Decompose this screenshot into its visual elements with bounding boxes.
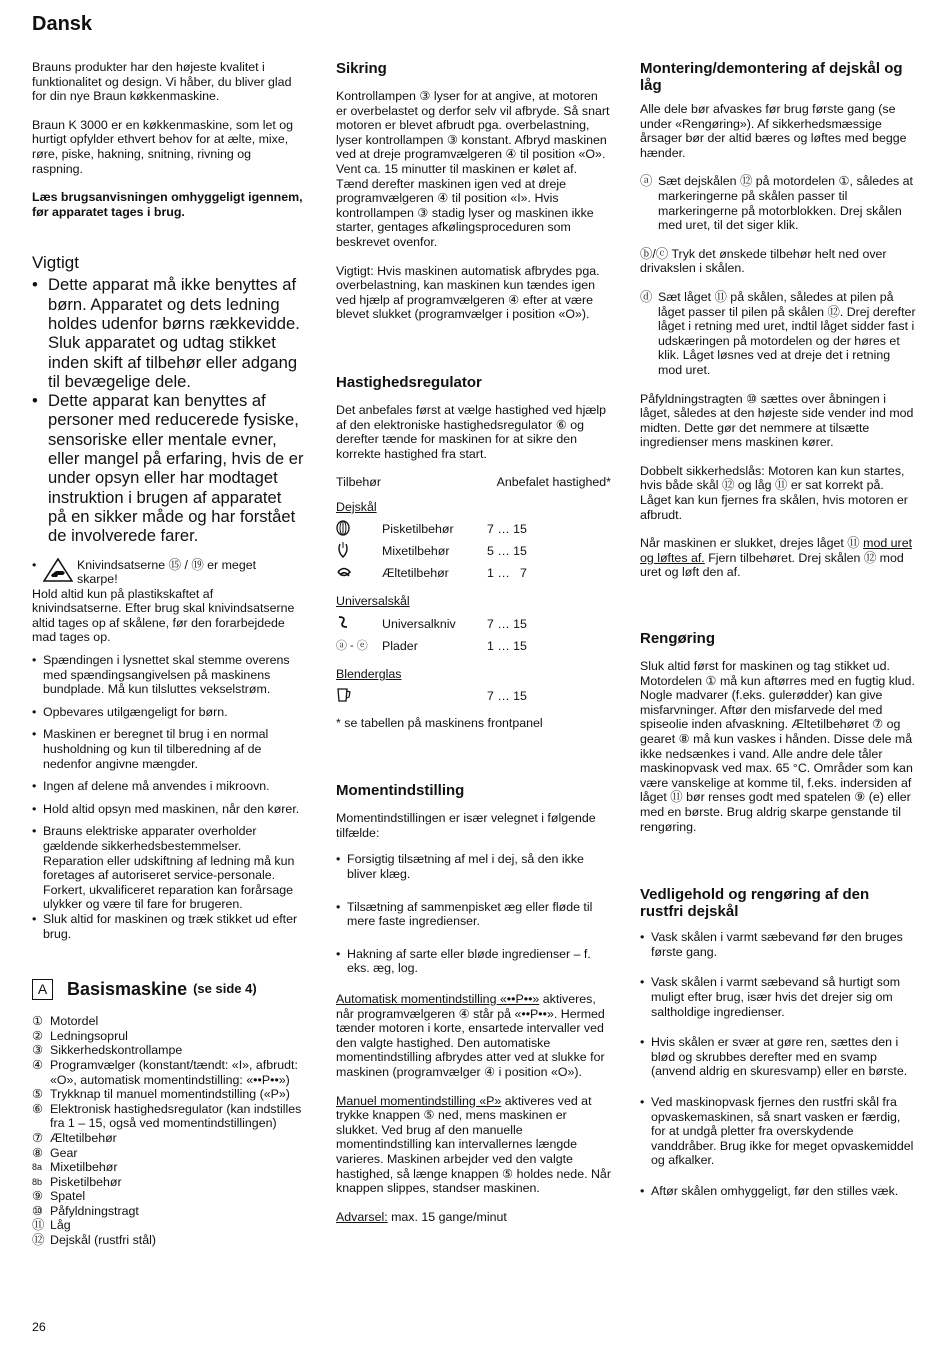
- safety-item: • Sluk altid for maskinen og træk stikket ud efter brug.: [32, 912, 304, 941]
- montering-paragraph-1: Alle dele bør afvaskes før brug første gang (se under «Rengøring»). Af sikkerhedsmæssige årsager bør der altid bæres og løftes med begge hænder.: [640, 102, 907, 160]
- part-text: Mixetilbehør: [50, 1160, 118, 1175]
- part-item: [32, 1218, 304, 1233]
- auto-moment-label: Automatisk momentindstilling «••P••»: [336, 992, 540, 1006]
- speed-table-col-accessory: Tilbehør: [336, 475, 381, 490]
- blender-jug-icon: [336, 687, 352, 703]
- safety-item: • Brauns elektriske apparater overholder gældende sikkerhedsbestemmelser. Reparation eller udskiftning af ledning må kun foretages af autoriseret service-personale. Forkert, ukvalificeret reparation kan forårsage ulykker og være til fare for brugeren.: [32, 824, 304, 912]
- column-right: [640, 60, 916, 1206]
- intro-paragraph-2: Braun K 3000 er en køkkenmaskine, som let og hurtigt opfylder ethvert behov for at ælte, mixe, røre, piske, hakning, snitning, rivning og raspning.: [32, 117, 294, 176]
- part-number: 8b: [32, 1176, 43, 1187]
- warning-hand-icon: [43, 558, 73, 582]
- section-a-subtitle: (se side 4): [193, 981, 257, 997]
- speed-row-value: 1 … 7: [487, 566, 527, 581]
- safety-item: • Opbevares utilgængeligt for børn.: [32, 705, 304, 720]
- speed-group-universalskal: Universalskål: [336, 594, 410, 609]
- rengoring-heading: Rengøring: [640, 630, 715, 648]
- part-text: Elektronisk hastighedsregulator (kan indstilles fra 1 – 15, også ved momentindstillingen): [50, 1101, 302, 1131]
- montering-paragraph-3: Dobbelt sikkerhedslås: Motoren kan kun startes, hvis både skål ⑫ og låg ⑪ er sat korrekt på. Låget kan kun fjernes fra skålen, hvis motoren er afbrudt.: [640, 463, 908, 522]
- part-item: [32, 1058, 304, 1087]
- moment-list: [336, 852, 611, 976]
- knife-warning-line2: skarpe!: [77, 572, 118, 587]
- auto-moment-paragraph: [336, 992, 611, 1080]
- speed-row: [336, 562, 611, 584]
- warning-label: Advarsel:: [336, 1209, 388, 1224]
- safety-item: • Maskinen er beregnet til brug i en normal husholdning og kun til tilberedning af de nedenfor angivne mængder.: [32, 727, 304, 771]
- part-item: [32, 1233, 304, 1248]
- part-number: ⑫: [32, 1233, 45, 1248]
- montering-heading: Montering/demontering af dejskål og låg: [640, 60, 903, 94]
- speed-row-value: 5 … 15: [487, 544, 527, 559]
- part-text: Låg: [50, 1218, 71, 1233]
- section-a-title: Basismaskine: [67, 979, 188, 1000]
- step-label: ⓓ: [640, 289, 653, 304]
- manual-moment-text: aktiveres ved at trykke knappen ⑤ ned, mens maskinen er slukket. Ved brug af den manuelle momentindstilling kan intervallernes længde varieres. Maskinen arbejder ved den valgte hastighed, så længe knappen ⑤ holdes nede. Når knappen slippes, standser maskinen.: [336, 1093, 611, 1196]
- knife-warning-text: Hold altid kun på plastikskaftet af knivindsatserne. Efter brug skal knivindsatserne altid tages op af skålene, før den forarbejdede mad tages op.: [32, 586, 295, 645]
- speed-row-name: Pisketilbehør: [382, 522, 454, 537]
- speed-row-name: Æltetilbehør: [382, 566, 449, 581]
- moment-paragraph: Momentindstillingen er især velegnet i følgende tilfælde:: [336, 811, 596, 840]
- speed-row: [336, 613, 611, 635]
- part-number: ⑦: [32, 1130, 44, 1145]
- vedligehold-item: • Vask skålen i varmt sæbevand så hurtigt som muligt efter brug, især hvis det drejer sig om saltholdige ingredienser.: [640, 975, 916, 1019]
- knife-warning-line1: • Knivindsatserne ⑮ / ⑲ er meget: [77, 557, 257, 572]
- speed-table-header: [336, 475, 611, 490]
- moment-item: • Forsigtig tilsætning af mel i dej, så den ikke bliver klæg.: [336, 852, 611, 881]
- part-text: Programvælger (konstant/tændt: «I», afbrudt: «O», automatisk momentindstilling: «••P••»): [50, 1057, 298, 1087]
- montering-step: [640, 247, 916, 276]
- hastighed-paragraph: Det anbefales først at vælge hastighed ved hjælp af den elektroniske hastighedsregulator ⑥ og derefter tænde for maskinen for at sikre den korrekte hastighed fra start.: [336, 402, 606, 461]
- part-text: Påfyldningstragt: [50, 1203, 139, 1218]
- part-item: [32, 1146, 304, 1161]
- part-number: ③: [32, 1043, 44, 1058]
- vedligehold-item: • Vask skålen i varmt sæbevand før den bruges første gang.: [640, 930, 916, 959]
- speed-group-blenderglas: Blenderglas: [336, 667, 402, 682]
- speed-row-value: 1 … 15: [487, 638, 527, 653]
- vedligehold-item: • Aftør skålen omhyggeligt, før den stilles væk.: [640, 1184, 916, 1199]
- safety-list-2: [32, 653, 304, 941]
- part-item: [32, 1175, 304, 1190]
- speed-row-name: Mixetilbehør: [382, 544, 450, 559]
- vigtigt-list: [32, 275, 304, 545]
- part-item: [32, 1029, 304, 1044]
- part-number: ②: [32, 1028, 44, 1043]
- hastighed-heading: Hastighedsregulator: [336, 373, 482, 391]
- speed-row: [336, 635, 611, 657]
- safety-item: • Ingen af delene må anvendes i mikroovn.: [32, 779, 304, 794]
- mixer-icon: [336, 542, 350, 558]
- sikring-paragraph-2: Vigtigt: Hvis maskinen automatisk afbrydes pga. overbelastning, kan maskinen kun tændes igen ved hjælp af programvælgeren ④ efter at være blevet slukket (programvælger i position «O»).: [336, 263, 600, 322]
- part-text: Pisketilbehør: [50, 1174, 122, 1189]
- part-number: ⑩: [32, 1203, 44, 1218]
- step-label: ⓑ/ⓒ: [640, 246, 669, 261]
- speed-row-value: 7 … 15: [487, 689, 527, 704]
- sikring-paragraph-1: Kontrollampen ③ lyser for at angive, at motoren er overbelastet og derfor selv vil afbryde. Så snart motoren er blevet afbrudt pga. overbelastning, lyser kontrollampen ③ konstant. Afbryd maskinen ved at dreje programvælgeren ④ til position «O». Vent ca. 15 minutter til maskinen er kølet af. Tænd derefter maskinen igen ved at dreje programvælgeren ④ til position «I». Hvis kontrollampen ③ stadig lyser og maskinen ikke starter, gentages afkølingsproceduren som beskrevet ovenfor.: [336, 89, 610, 249]
- speed-row: [336, 686, 611, 708]
- intro-paragraph-3: Læs brugsanvisningen omhyggeligt igennem, før apparatet tages i brug.: [32, 190, 303, 219]
- part-item: [32, 1014, 304, 1029]
- safety-item: • Hold altid opsyn med maskinen, når den kører.: [32, 802, 304, 817]
- step-label: ⓐ: [640, 174, 653, 189]
- vedligehold-heading: Vedligehold og rengøring af den rustfri dejskål: [640, 886, 870, 921]
- part-text: Æltetilbehør: [50, 1130, 117, 1145]
- section-a-letter: A: [32, 979, 53, 1000]
- vigtigt-item: • Dette apparat kan benyttes af personer med reducerede fysiske, sensoriske eller mentale evner, eller mangel på erfaring, hvis de er under opsyn eller har modtaget instruktion i brugen af apparatet på en sikker måde og har forstået de involverede farer.: [32, 391, 304, 545]
- part-number: ①: [32, 1014, 44, 1029]
- vedligehold-list: [640, 930, 916, 1198]
- page-number: 26: [32, 1320, 46, 1334]
- part-item: [32, 1160, 304, 1175]
- part-number: ⑪: [32, 1218, 45, 1233]
- part-item: [32, 1131, 304, 1146]
- speed-row-name: Universalkniv: [382, 616, 456, 631]
- knife-warning-item: [32, 558, 304, 587]
- part-text: Sikkerhedskontrollampe: [50, 1043, 183, 1058]
- part-text: Trykknap til manuel momentindstilling («P»): [50, 1087, 290, 1102]
- part-number: ⑥: [32, 1101, 44, 1116]
- speed-row-name: Plader: [382, 638, 418, 653]
- manual-moment-paragraph: [336, 1094, 611, 1196]
- safety-item: • Spændingen i lysnettet skal stemme overens med spændingsangivelsen på maskinens bundplade. Må kun tilsluttes vekselstrøm.: [32, 653, 304, 697]
- speed-row-value: 7 … 15: [487, 616, 527, 631]
- whisk-icon: [336, 520, 350, 536]
- part-item: [32, 1102, 304, 1131]
- part-number: ⑧: [32, 1145, 44, 1160]
- speed-group-dejskal: Dejskål: [336, 499, 377, 514]
- auto-moment-text: aktiveres, når programvælgeren ④ står på «••P••». Hermed tænder motoren i korte, ensartede intervaller ved den valgte hastighed. Den automatiske momentindstilling afbrydes atter ved at slukke for maskinen (programvælger ④ i position «O»).: [336, 992, 605, 1079]
- montering-step: [640, 290, 916, 378]
- part-text: Dejskål (rustfri stål): [50, 1233, 157, 1248]
- moment-heading: Momentindstilling: [336, 782, 465, 800]
- kneading-hook-icon: [336, 564, 352, 580]
- column-left: [32, 60, 304, 1248]
- part-text: Motordel: [50, 1014, 99, 1029]
- part-item: [32, 1087, 304, 1102]
- part-text: Ledningsoprul: [50, 1028, 128, 1043]
- discs-a-e-icon: ⓐ - ⓔ: [336, 639, 368, 652]
- warning-text: max. 15 gange/minut: [387, 1209, 507, 1224]
- parts-list: [32, 1014, 304, 1248]
- part-number: ⑨: [32, 1189, 44, 1204]
- vedligehold-item: • Hvis skålen er svær at gøre ren, sættes den i blød og skrubbes derefter med en svamp (anvend aldrig en skuresvamp) eller en børste.: [640, 1035, 916, 1079]
- part-text: Spatel: [50, 1189, 86, 1204]
- moment-item: • Tilsætning af sammenpisket æg eller fløde til mere faste ingredienser.: [336, 900, 611, 929]
- moment-item: • Hakning af sarte eller bløde ingredienser – f. eks. æg, log.: [336, 947, 611, 976]
- part-item: [32, 1189, 304, 1204]
- warning-paragraph: [336, 1210, 611, 1225]
- part-number: ⑤: [32, 1087, 44, 1102]
- page-title: Dansk: [32, 13, 93, 35]
- speed-table-note: * se tabellen på maskinens frontpanel: [336, 715, 543, 730]
- manual-moment-label: Manuel momentindstilling «P»: [336, 1093, 502, 1108]
- step-text: Sæt dejskålen ⑫ på motordelen ①, således at markeringerne på skålen passer til markeringerne på motorblokken. Drej skålen med uret, til det siger klik.: [658, 174, 913, 233]
- speed-row-value: 7 … 15: [487, 522, 527, 537]
- step-text: ⓑ/ⓒ Tryk det ønskede tilbehør helt ned over drivakslen i skålen.: [640, 246, 887, 276]
- part-text: Gear: [50, 1145, 78, 1160]
- vedligehold-item: • Ved maskinopvask fjernes den rustfri skål fra opvaskemaskinen, så snart vasken er færdig, for at undgå pletter fra overskydende vanddråber. Brug ikke for meget opvaskemiddel og afkalker.: [640, 1095, 916, 1168]
- universal-knife-icon: [336, 614, 350, 630]
- part-number: 8a: [32, 1162, 43, 1173]
- speed-row: [336, 540, 611, 562]
- part-item: [32, 1043, 304, 1058]
- speed-table-col-speed: Anbefalet hastighed*: [496, 475, 611, 490]
- step-text: Sæt låget ⑪ på skålen, således at pilen på låget passer til pilen på skålen ⑫. Drej derefter låget i retning med uret, indtil låget sidder fast i udskæringen på motordelen og der høres et klik. Låget løsnes ved at dreje det i retning mod uret.: [658, 289, 916, 377]
- part-item: [32, 1204, 304, 1219]
- vigtigt-heading: Vigtigt: [32, 253, 79, 273]
- montering-paragraph-2: Påfyldningstragten ⑩ sættes over åbningen i låget, således at den højeste side vender ind mod midten. Dette gør det nemmere at tilsætte ingredienser mens maskinen kører.: [640, 391, 914, 450]
- montering-step: [640, 174, 916, 232]
- part-number: ④: [32, 1057, 44, 1072]
- sikring-heading: Sikring: [336, 60, 387, 77]
- rengoring-paragraph: Sluk altid først for maskinen og tag stikket ud. Motordelen ① må kun aftørres med en fugtig klud. Nogle madvarer (f.eks. gulerødder) kan give misfarvninger. Aftør den misfarvede del med spiseolie inden afvaskning. Æltetilbehøret ⑦ og gearet ⑧ må kun vaskes i hånden. Disse dele må ikke nedsænkes i vand. Alle andre dele tåler maskinopvask ved max. 65 °C. Områder som kan være vanskelige at komme til, f.eks. indersiden af låget ⑪ bør renses godt med spatelen ⑨ (e) eller med en børste. Brug aldrig skarpe genstande til rengøring.: [640, 659, 915, 834]
- speed-row: [336, 518, 611, 540]
- vigtigt-item: • Dette apparat må ikke benyttes af børn. Apparatet og dets ledning holdes udenfor børns rækkevidde. Sluk apparatet og udtag stikket inden skift af tilbehør eller adgang til bevægelige dele.: [32, 275, 304, 391]
- montering-paragraph-4: Når maskinen er slukket, drejes låget ⑪ mod uret og løftes af. Fjern tilbehøret. Drej skålen ⑫ mod uret og løft den af.: [640, 536, 913, 580]
- intro-paragraph-1: Brauns produkter har den højeste kvalitet i funktionalitet og design. Vi håber, du bliver glad for din nye Braun køkkenmaskine.: [32, 60, 292, 104]
- column-middle: [336, 60, 611, 1224]
- safety-list: [32, 558, 304, 587]
- section-a-heading: [32, 979, 304, 1000]
